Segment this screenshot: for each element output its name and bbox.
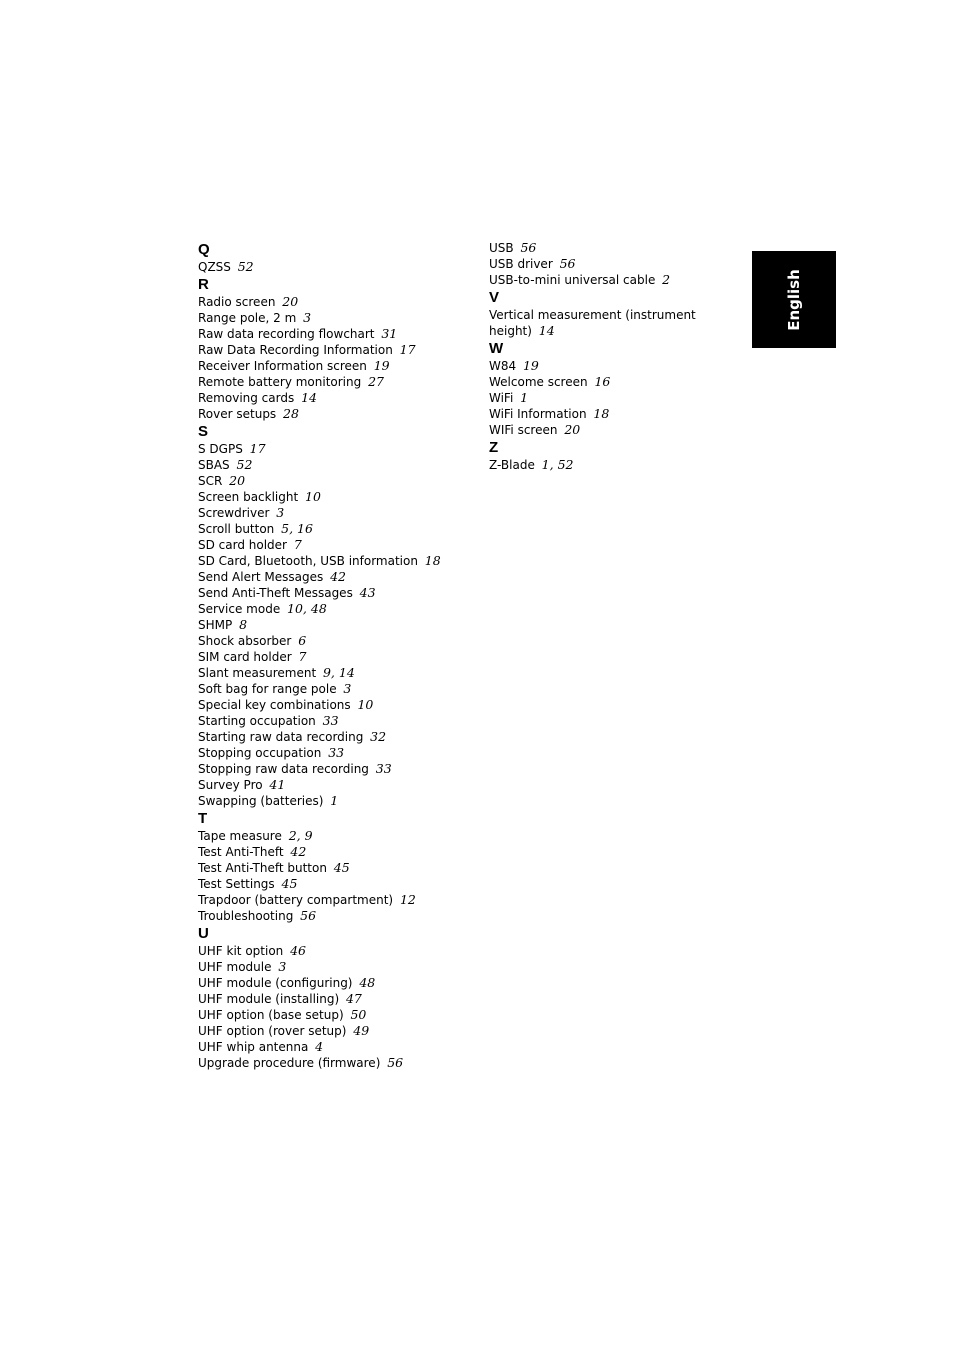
index-term: Test Anti-Theft button xyxy=(198,861,327,875)
index-entry xyxy=(198,537,478,553)
index-term: S DGPS xyxy=(198,442,243,456)
index-entry xyxy=(489,307,739,339)
index-term: Stopping raw data recording xyxy=(198,762,369,776)
index-page-ref: 19 xyxy=(522,358,539,373)
index-entry xyxy=(198,358,478,374)
index-term: Trapdoor (battery compartment) xyxy=(198,893,394,907)
index-page-ref: 52 xyxy=(237,259,254,274)
index-letter-heading: Z xyxy=(489,439,499,456)
index-entry xyxy=(198,342,478,358)
index-page-ref: 1, 52 xyxy=(541,457,574,472)
index-term: Vertical measurement (instrument height) xyxy=(489,308,696,338)
index-letter-heading: V xyxy=(489,289,500,306)
index-entry xyxy=(198,649,478,665)
index-page-ref: 9, 14 xyxy=(322,665,355,680)
index-letter-heading: T xyxy=(198,810,208,827)
index-page-ref: 4 xyxy=(315,1039,324,1054)
index-column-right xyxy=(489,240,739,473)
index-page-ref: 56 xyxy=(520,240,537,255)
index-term: QZSS xyxy=(198,260,231,274)
index-term: Special key combinations xyxy=(198,698,351,712)
index-page-ref: 7 xyxy=(293,537,302,552)
index-page-ref: 1 xyxy=(330,793,339,808)
index-term: Test Anti-Theft xyxy=(198,845,284,859)
index-page-ref: 47 xyxy=(345,991,362,1006)
index-entry xyxy=(198,569,478,585)
index-term: Range pole, 2 m xyxy=(198,311,297,325)
index-term: Troubleshooting xyxy=(198,909,294,923)
index-entry xyxy=(198,761,478,777)
index-column-left xyxy=(198,240,478,1071)
index-term: Shock absorber xyxy=(198,634,292,648)
index-page-ref: 10 xyxy=(357,697,374,712)
index-entry xyxy=(198,681,478,697)
index-page-ref: 19 xyxy=(373,358,390,373)
index-page-ref: 33 xyxy=(328,745,345,760)
index-page-ref: 10, 48 xyxy=(287,601,327,616)
index-term: Soft bag for range pole xyxy=(198,682,337,696)
index-term: USB-to-mini universal cable xyxy=(489,273,656,287)
index-page-ref: 50 xyxy=(350,1007,367,1022)
index-term: Stopping occupation xyxy=(198,746,322,760)
index-entry xyxy=(198,860,478,876)
index-term: SCR xyxy=(198,474,223,488)
index-entry xyxy=(198,1007,478,1023)
index-entry xyxy=(489,422,739,438)
index-term: Remote battery monitoring xyxy=(198,375,362,389)
index-page-ref: 8 xyxy=(239,617,248,632)
index-term: SD Card, Bluetooth, USB information xyxy=(198,554,418,568)
index-entry xyxy=(198,991,478,1007)
index-letter-heading: S xyxy=(198,423,209,440)
index-entry xyxy=(198,489,478,505)
index-page-ref: 43 xyxy=(359,585,376,600)
index-page-ref: 20 xyxy=(564,422,581,437)
index-term: Radio screen xyxy=(198,295,276,309)
index-page-ref: 2 xyxy=(662,272,671,287)
index-term: Z-Blade xyxy=(489,458,535,472)
index-letter-heading: Q xyxy=(198,241,210,258)
index-page-ref: 56 xyxy=(387,1055,404,1070)
index-page-ref: 48 xyxy=(359,975,376,990)
index-term: UHF module (installing) xyxy=(198,992,340,1006)
index-letter-heading: R xyxy=(198,276,209,293)
index-entry xyxy=(489,374,739,390)
index-term: UHF whip antenna xyxy=(198,1040,309,1054)
index-entry xyxy=(198,876,478,892)
index-page-ref: 3 xyxy=(276,505,285,520)
index-page-ref: 46 xyxy=(290,943,307,958)
index-entry xyxy=(198,601,478,617)
index-entry xyxy=(489,240,739,256)
index-entry xyxy=(489,358,739,374)
index-term: UHF option (base setup) xyxy=(198,1008,344,1022)
index-entry xyxy=(198,1039,478,1055)
index-page-ref: 18 xyxy=(593,406,610,421)
index-term: Welcome screen xyxy=(489,375,588,389)
index-page-ref: 3 xyxy=(303,310,312,325)
index-entry xyxy=(198,959,478,975)
index-page-ref: 31 xyxy=(381,326,398,341)
index-page-ref: 1 xyxy=(520,390,529,405)
index-entry xyxy=(198,441,478,457)
index-page-ref: 32 xyxy=(370,729,387,744)
index-entry xyxy=(198,294,478,310)
index-page-ref: 7 xyxy=(298,649,307,664)
index-entry xyxy=(489,272,739,288)
index-term: SD card holder xyxy=(198,538,287,552)
index-page-ref: 20 xyxy=(229,473,246,488)
index-page-ref: 17 xyxy=(249,441,266,456)
index-entry xyxy=(198,1023,478,1039)
index-page-ref: 42 xyxy=(290,844,307,859)
index-term: WiFi Information xyxy=(489,407,587,421)
index-term: Removing cards xyxy=(198,391,295,405)
index-entry xyxy=(198,457,478,473)
index-entry xyxy=(198,729,478,745)
index-page-ref: 3 xyxy=(278,959,287,974)
index-term: WiFi xyxy=(489,391,514,405)
index-entry xyxy=(198,943,478,959)
index-term: SHMP xyxy=(198,618,233,632)
index-entry xyxy=(489,256,739,272)
index-page-ref: 49 xyxy=(353,1023,370,1038)
index-entry xyxy=(198,521,478,537)
index-entry xyxy=(198,617,478,633)
index-term: Scroll button xyxy=(198,522,275,536)
index-entry xyxy=(198,633,478,649)
language-side-tab xyxy=(752,251,836,348)
index-page-ref: 10 xyxy=(305,489,321,504)
index-page-ref: 20 xyxy=(282,294,299,309)
side-tab-label: English xyxy=(785,268,803,331)
index-term: UHF kit option xyxy=(198,944,284,958)
index-entry xyxy=(198,259,478,275)
index-term: SIM card holder xyxy=(198,650,292,664)
index-entry xyxy=(198,1055,478,1071)
index-entry xyxy=(198,828,478,844)
index-page-ref: 27 xyxy=(368,374,384,389)
index-page-ref: 5, 16 xyxy=(281,521,313,536)
index-entry xyxy=(198,473,478,489)
index-page-ref: 33 xyxy=(322,713,339,728)
index-letter-heading: W xyxy=(489,340,504,357)
index-term: UHF option (rover setup) xyxy=(198,1024,347,1038)
index-entry xyxy=(198,975,478,991)
index-page-ref: 6 xyxy=(298,633,307,648)
index-term: SBAS xyxy=(198,458,230,472)
index-page-ref: 52 xyxy=(236,457,253,472)
index-page-ref: 45 xyxy=(281,876,298,891)
index-page-ref: 45 xyxy=(333,860,350,875)
index-term: Raw data recording flowchart xyxy=(198,327,375,341)
index-page-ref: 2, 9 xyxy=(288,828,313,843)
index-entry xyxy=(198,844,478,860)
index-entry xyxy=(198,326,478,342)
index-page-ref: 3 xyxy=(343,681,352,696)
index-term: Service mode xyxy=(198,602,281,616)
index-entry xyxy=(198,697,478,713)
index-entry xyxy=(198,745,478,761)
index-entry xyxy=(198,908,478,924)
index-term: Swapping (batteries) xyxy=(198,794,324,808)
index-page-ref: 16 xyxy=(594,374,611,389)
index-term: WIFi screen xyxy=(489,423,558,437)
index-entry xyxy=(198,406,478,422)
index-term: UHF module (configuring) xyxy=(198,976,353,990)
index-entry xyxy=(198,374,478,390)
index-term: UHF module xyxy=(198,960,272,974)
index-term: Starting occupation xyxy=(198,714,316,728)
index-term: USB driver xyxy=(489,257,553,271)
index-term: Screwdriver xyxy=(198,506,270,520)
index-term: Rover setups xyxy=(198,407,277,421)
index-entry xyxy=(489,390,739,406)
index-page-ref: 18 xyxy=(424,553,441,568)
index-entry xyxy=(198,390,478,406)
index-entry xyxy=(198,777,478,793)
index-page-ref: 17 xyxy=(399,342,416,357)
index-term: Send Anti-Theft Messages xyxy=(198,586,353,600)
index-page-ref: 12 xyxy=(399,892,416,907)
index-entry xyxy=(198,793,478,809)
index-page-ref: 14 xyxy=(538,323,555,338)
index-term: Test Settings xyxy=(198,877,275,891)
index-term: Tape measure xyxy=(198,829,282,843)
index-page-ref: 42 xyxy=(330,569,346,584)
index-term: Raw Data Recording Information xyxy=(198,343,393,357)
index-term: Slant measurement xyxy=(198,666,317,680)
index-entry xyxy=(198,505,478,521)
index-entry xyxy=(198,310,478,326)
index-page-ref: 56 xyxy=(300,908,317,923)
index-page-ref: 41 xyxy=(269,777,286,792)
index-entry xyxy=(489,457,739,473)
index-term: Receiver Information screen xyxy=(198,359,367,373)
index-page-ref: 33 xyxy=(375,761,392,776)
index-page-ref: 56 xyxy=(559,256,576,271)
index-entry xyxy=(198,665,478,681)
index-entry xyxy=(198,553,478,569)
index-term: Survey Pro xyxy=(198,778,263,792)
index-page-ref: 14 xyxy=(301,390,317,405)
index-page-ref: 28 xyxy=(283,406,299,421)
index-entry xyxy=(198,713,478,729)
index-term: Screen backlight xyxy=(198,490,299,504)
index-entry xyxy=(198,585,478,601)
index-entry xyxy=(489,406,739,422)
index-term: Upgrade procedure (firmware) xyxy=(198,1056,381,1070)
index-term: Starting raw data recording xyxy=(198,730,364,744)
index-term: Send Alert Messages xyxy=(198,570,324,584)
index-term: USB xyxy=(489,241,514,255)
index-term: W84 xyxy=(489,359,517,373)
index-entry xyxy=(198,892,478,908)
index-letter-heading: U xyxy=(198,925,209,942)
